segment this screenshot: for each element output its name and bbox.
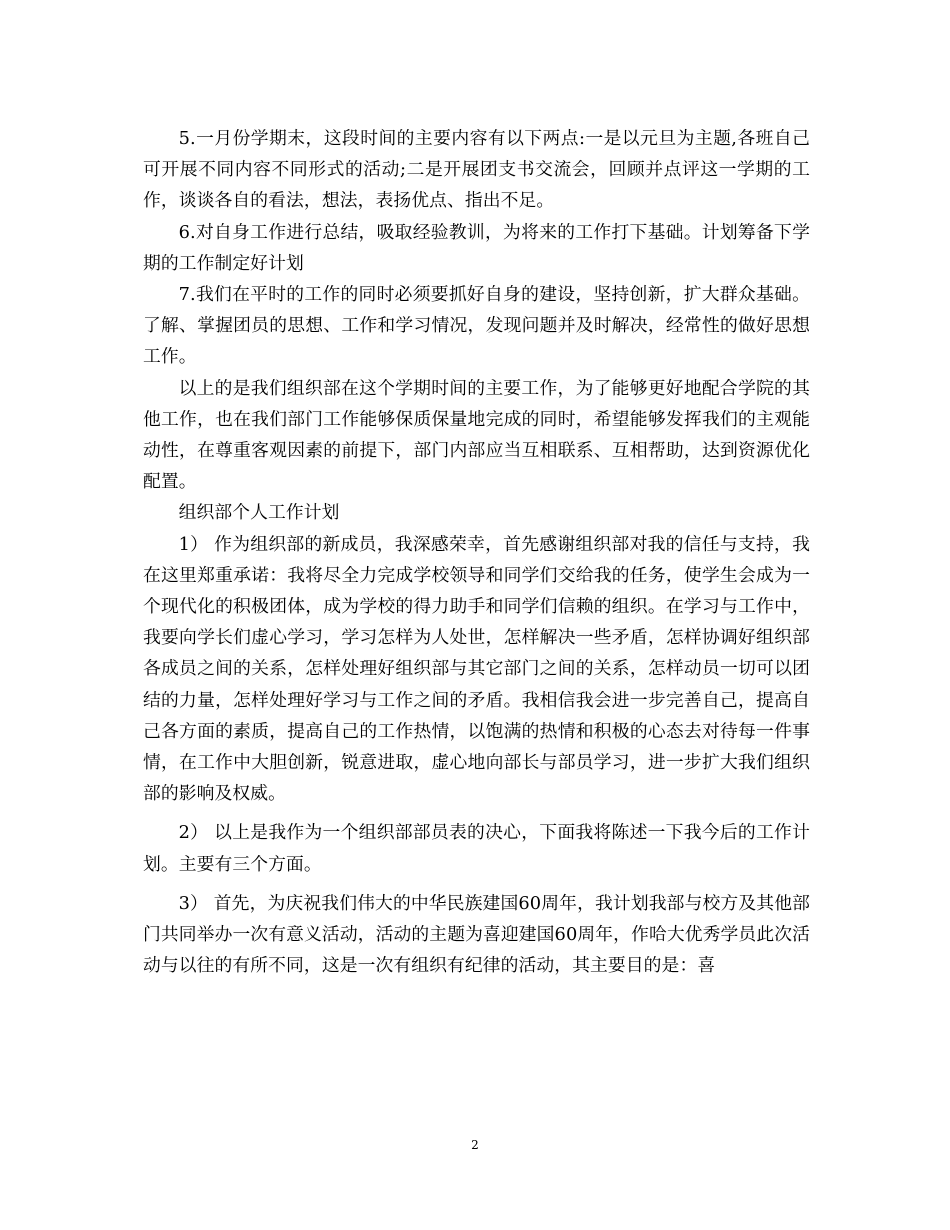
- paragraph-item-6: 6.对自身工作进行总结，吸取经验教训，为将来的工作打下基础。计划筹备下学期的工作制定好计划: [143, 221, 810, 274]
- plan-item-3: 3） 首先，为庆祝我们伟大的中华民族建国60周年，我计划我部与校方及其他部门共同举办一次有意义活动，活动的主题为喜迎建国60周年，作哈大优秀学员此次活动与以往的有所不同，这是一次有组织有纪律的活动，其主要目的是：喜: [143, 892, 810, 977]
- section-heading: 组织部个人工作计划: [178, 502, 340, 524]
- document-body: [143, 123, 810, 981]
- plan-item-1: 1） 作为组织部的新成员，我深感荣幸，首先感谢组织部对我的信任与支持，我在这里郑重承诺：我将尽全力完成学校领导和同学们交给我的任务，使学生会成为一个现代化的积极团体，成为学校的得力助手和同学们信赖的组织。在学习与工作中，我要向学长们虚心学习，学习怎样为人处世，怎样解决一些矛盾，怎样协调好组织部各成员之间的关系，怎样处理好组织部与其它部门之间的关系，怎样动员一切可以团结的力量，怎样处理好学习与工作之间的矛盾。我相信我会进一步完善自己，提高自己各方面的素质，提高自己的工作热情，以饱满的热情和积极的心态去对待每一件事情，在工作中大胆创新，锐意进取，虚心地向部长与部员学习，进一步扩大我们组织部的影响及权威。: [143, 533, 810, 805]
- paragraph-item-5: 5.一月份学期末，这段时间的主要内容有以下两点:一是以元旦为主题,各班自己可开展不同内容不同形式的活动;二是开展团支书交流会，回顾并点评这一学期的工作，谈谈各自的看法，想法，表扬优点、指出不足。: [143, 128, 810, 212]
- page-number: 2: [471, 1138, 479, 1152]
- plan-item-2: 2） 以上是我作为一个组织部部员表的决心，下面我将陈述一下我今后的工作计划。主要有三个方面。: [143, 822, 810, 875]
- paragraph-item-7: 7.我们在平时的工作的同时必须要抓好自身的建设，坚持创新，扩大群众基础。了解、掌握团员的思想、工作和学习情况，发现问题并及时解决，经常性的做好思想工作。: [143, 284, 810, 368]
- summary-paragraph: 以上的是我们组织部在这个学期时间的主要工作，为了能够更好地配合学院的其他工作，也在我们部门工作能够保质保量地完成的同时，希望能够发挥我们的主观能动性，在尊重客观因素的前提下，部门内部应当互相联系、互相帮助，达到资源优化配置。: [143, 377, 810, 493]
